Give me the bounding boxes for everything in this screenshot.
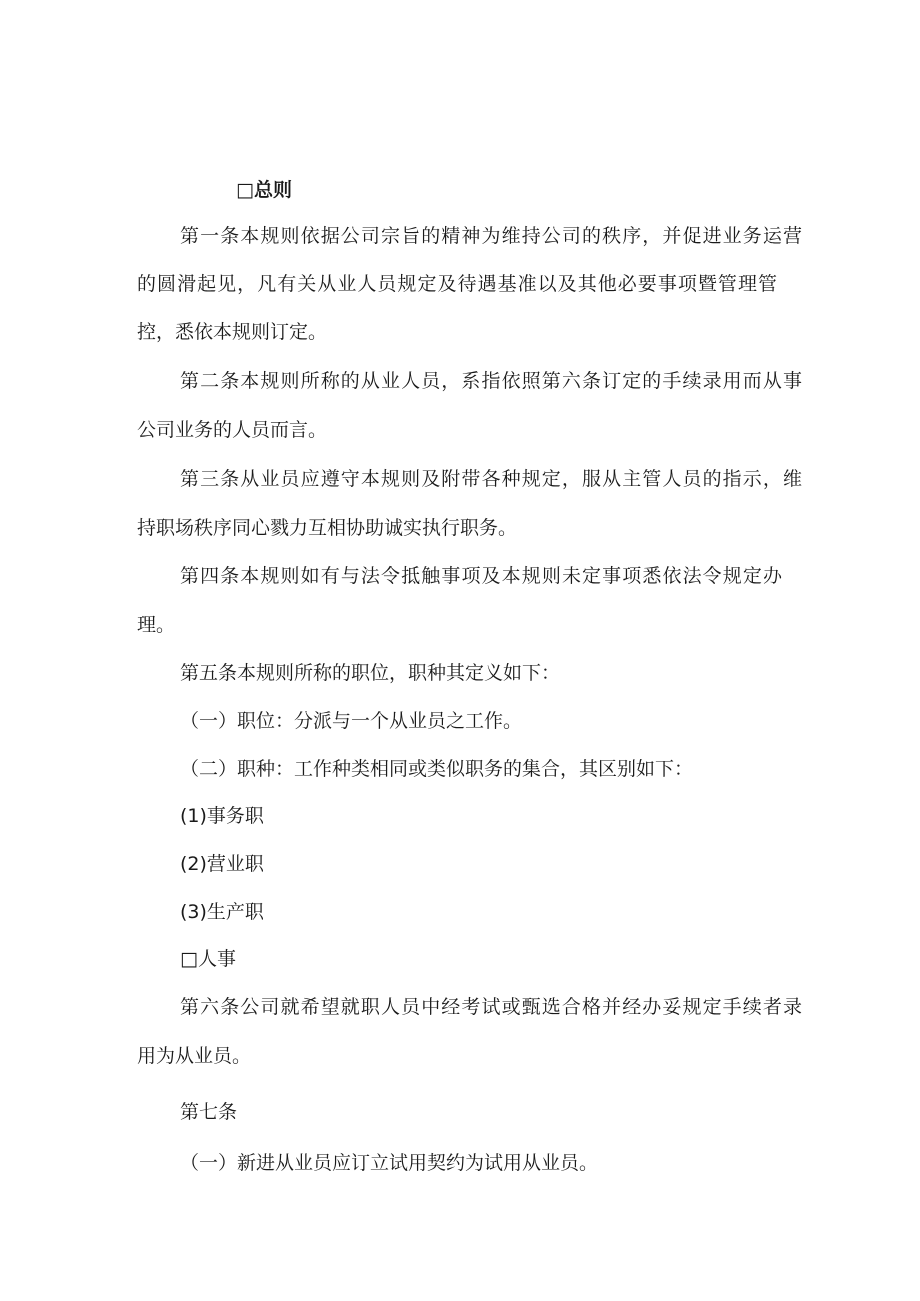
article-2-line-1: 第二条本规则所称的从业人员，系指依照第六条订定的手续录用而从事 [180, 370, 802, 392]
section-heading-general: □总则 [236, 179, 292, 201]
article-1-line-1: 第一条本规则依据公司宗旨的精神为维持公司的秩序，并促进业务运营 [180, 225, 802, 247]
article-7-title: 第七条 [180, 1101, 238, 1123]
article-5-item-1: （一）职位：分派与一个从业员之工作。 [180, 710, 523, 732]
article-3-line-1: 第三条从业员应遵守本规则及附带各种规定，服从主管人员的指示，维 [180, 468, 802, 490]
article-1-line-2: 的圆滑起见，凡有关从业人员规定及待遇基准以及其他必要事项暨管理管 [137, 273, 777, 295]
article-6-line-2: 用为从业员。 [137, 1045, 252, 1067]
article-5-sub-3: (3)生产职 [180, 901, 264, 923]
article-1-line-3: 控，悉依本规则订定。 [137, 321, 328, 343]
article-4-line-2: 理。 [137, 614, 176, 636]
article-6-line-1: 第六条公司就希望就职人员中经考试或甄选合格并经办妥规定手续者录 [180, 996, 802, 1018]
article-5-line-1: 第五条本规则所称的职位，职种其定义如下： [180, 662, 561, 684]
section-heading-personnel: □人事 [180, 948, 236, 970]
article-7-item-1: （一）新进从业员应订立试用契约为试用从业员。 [180, 1152, 599, 1174]
article-5-sub-1: (1)事务职 [180, 805, 264, 827]
article-4-line-1: 第四条本规则如有与法令抵触事项及本规则未定事项悉依法令规定办 [180, 565, 782, 587]
article-5-sub-2: (2)营业职 [180, 853, 264, 875]
article-5-item-2: （二）职种：工作种类相同或类似职务的集合，其区别如下： [180, 758, 694, 780]
article-3-line-2: 持职场秩序同心戮力互相协助诚实执行职务。 [137, 517, 518, 539]
article-2-line-2: 公司业务的人员而言。 [137, 419, 328, 441]
